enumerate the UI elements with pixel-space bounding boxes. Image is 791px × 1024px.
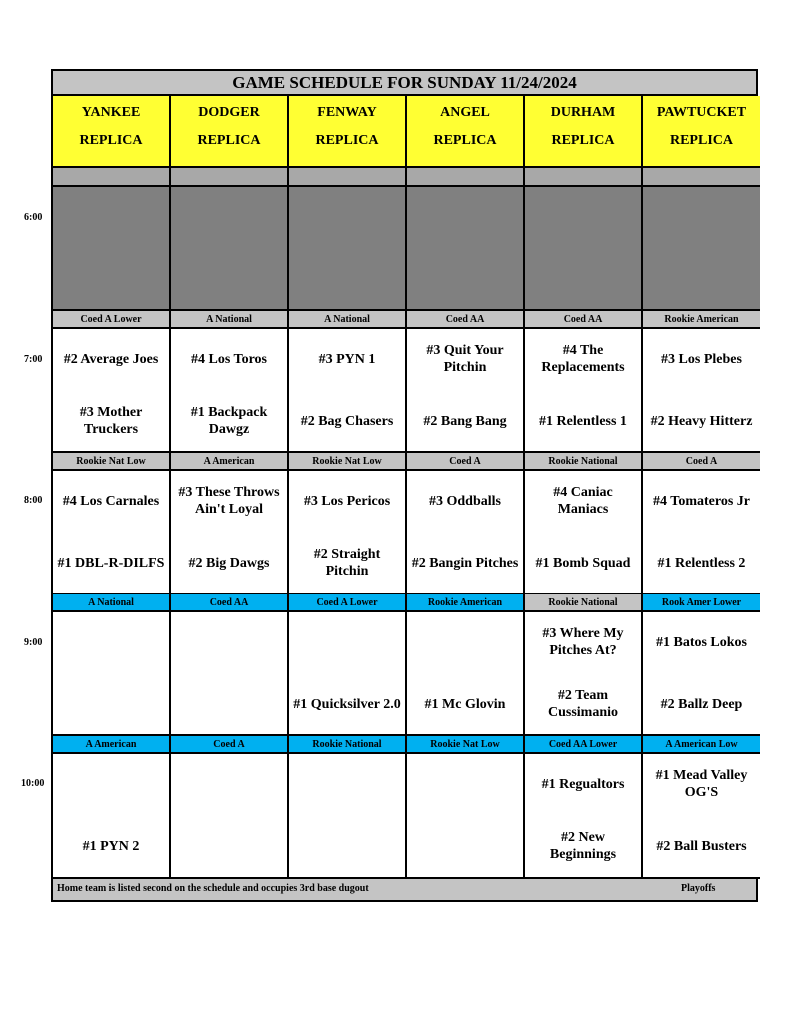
division-label: Rookie National xyxy=(289,736,407,754)
game-cell xyxy=(643,612,760,736)
blocked-slot-6pm xyxy=(53,187,171,311)
away-team xyxy=(291,620,403,664)
field-sub: REPLICA xyxy=(315,133,379,148)
away-team: #3 Quit Your Pitchin xyxy=(426,343,504,375)
division-label: Rookie American xyxy=(407,594,525,612)
game-cell xyxy=(53,329,171,453)
blocked-slot-6pm xyxy=(171,187,289,311)
game-cell xyxy=(407,329,525,453)
away-team xyxy=(55,762,167,806)
home-team: #2 Bag Chasers xyxy=(300,413,394,429)
field-header xyxy=(643,96,760,168)
footer-note: Home team is listed second on the schedule and occupies 3rd base dugout xyxy=(57,883,369,894)
blocked-slot-6pm xyxy=(643,187,760,311)
division-label: Rookie Nat Low xyxy=(53,453,171,471)
game-cell xyxy=(289,329,407,453)
field-sub: REPLICA xyxy=(79,133,143,148)
blocked-slot-6pm xyxy=(289,187,407,311)
game-cell xyxy=(643,329,760,453)
away-team: #1 Mead Valley OG'S xyxy=(655,768,748,800)
game-cell xyxy=(53,612,171,736)
game-cell xyxy=(53,471,171,595)
home-team xyxy=(173,824,285,868)
home-team: #1 Relentless 2 xyxy=(657,555,746,571)
game-cell xyxy=(407,612,525,736)
game-cell xyxy=(53,754,171,879)
game-cell xyxy=(289,612,407,736)
division-label: Coed AA xyxy=(171,594,289,612)
game-cell xyxy=(171,612,289,736)
away-team: #3 PYN 1 xyxy=(318,351,376,367)
away-team: #3 Where My Pitches At? xyxy=(542,626,624,658)
blocked-slot-6pm xyxy=(525,187,643,311)
division-label: Coed AA xyxy=(407,311,525,329)
blocked-slot-6pm xyxy=(407,187,525,311)
away-team xyxy=(173,620,285,664)
away-team xyxy=(55,620,167,664)
game-cell xyxy=(171,754,289,879)
away-team: #2 Average Joes xyxy=(63,351,159,367)
away-team: #1 Batos Lokos xyxy=(655,634,748,650)
division-label: Coed A xyxy=(407,453,525,471)
away-team: #4 Los Toros xyxy=(191,351,267,367)
playoffs-label: Playoffs xyxy=(681,883,716,894)
home-team: #1 Relentless 1 xyxy=(539,413,627,429)
game-cell xyxy=(171,329,289,453)
division-label: Rookie National xyxy=(525,594,643,612)
home-team: #2 Ballz Deep xyxy=(660,696,743,712)
division-label: A National xyxy=(289,311,407,329)
division-label: A National xyxy=(53,594,171,612)
game-cell xyxy=(407,754,525,879)
game-cell xyxy=(171,471,289,595)
home-team xyxy=(55,682,167,726)
field-sub: REPLICA xyxy=(433,133,497,148)
game-cell xyxy=(525,329,643,453)
home-team: #2 Heavy Hitterz xyxy=(650,413,753,429)
home-team: #2 Team Cussimanio xyxy=(547,688,619,720)
division-label: Rookie Nat Low xyxy=(289,453,407,471)
game-cell xyxy=(407,471,525,595)
time-label-7: 7:00 xyxy=(24,354,43,365)
home-team: #3 Mother Truckers xyxy=(79,405,143,437)
field-header xyxy=(53,96,171,168)
home-team: #1 Mc Glovin xyxy=(424,696,506,712)
field-header xyxy=(407,96,525,168)
field-thin-row xyxy=(525,168,643,187)
home-team: #1 PYN 2 xyxy=(82,838,140,854)
away-team: #4 Caniac Maniacs xyxy=(553,485,613,517)
field-name: ANGEL xyxy=(440,105,490,120)
game-cell xyxy=(643,754,760,879)
away-team xyxy=(409,762,521,806)
field-sub: REPLICA xyxy=(669,133,733,148)
away-team: #4 The Replacements xyxy=(541,343,625,375)
division-label: Coed A xyxy=(171,736,289,754)
time-label-8: 8:00 xyxy=(24,495,43,506)
field-header xyxy=(525,96,643,168)
home-team: #2 New Beginnings xyxy=(549,830,617,862)
division-label: Rookie American xyxy=(643,311,760,329)
home-team: #2 Straight Pitchin xyxy=(313,547,381,579)
division-label: Coed A Lower xyxy=(53,311,171,329)
away-team xyxy=(173,762,285,806)
game-cell xyxy=(525,471,643,595)
field-thin-row xyxy=(407,168,525,187)
home-team: #1 Bomb Squad xyxy=(535,555,631,571)
home-team: #1 Backpack Dawgz xyxy=(190,405,268,437)
field-thin-row xyxy=(53,168,171,187)
home-team xyxy=(409,824,521,868)
home-team: #2 Big Dawgs xyxy=(188,555,270,571)
away-team: #4 Tomateros Jr xyxy=(653,493,750,509)
field-thin-row xyxy=(289,168,407,187)
away-team xyxy=(409,620,521,664)
division-label: Coed AA xyxy=(525,311,643,329)
home-team: #1 DBL-R-DILFS xyxy=(57,555,165,571)
game-cell xyxy=(643,471,760,595)
field-thin-row xyxy=(171,168,289,187)
away-team: #3 Los Plebes xyxy=(661,351,742,367)
footer-bar xyxy=(53,879,756,900)
away-team: #3 Los Pericos xyxy=(303,493,391,509)
field-sub: REPLICA xyxy=(197,133,261,148)
time-label-10: 10:00 xyxy=(21,778,45,789)
division-label: A National xyxy=(171,311,289,329)
home-team: #2 Bangin Pitches xyxy=(411,555,519,571)
home-team xyxy=(173,682,285,726)
home-team xyxy=(291,824,403,868)
division-label: Rookie National xyxy=(525,453,643,471)
field-name: PAWTUCKET xyxy=(656,105,747,120)
field-name: DODGER xyxy=(198,105,260,120)
field-thin-row xyxy=(643,168,760,187)
home-team: #2 Ball Busters xyxy=(656,838,747,854)
time-label-6: 6:00 xyxy=(24,212,43,223)
page-title: GAME SCHEDULE FOR SUNDAY 11/24/2024 xyxy=(53,71,756,96)
field-name: DURHAM xyxy=(550,105,616,120)
game-cell xyxy=(525,754,643,879)
division-label: A American Low xyxy=(643,736,760,754)
field-header xyxy=(289,96,407,168)
division-label: Rook Amer Lower xyxy=(643,594,760,612)
time-label-9: 9:00 xyxy=(24,637,43,648)
away-team: #3 These Throws Ain't Loyal xyxy=(178,485,280,517)
game-cell xyxy=(289,471,407,595)
away-team xyxy=(291,762,403,806)
division-label: Coed AA Lower xyxy=(525,736,643,754)
away-team: #3 Oddballs xyxy=(429,493,501,509)
field-header xyxy=(171,96,289,168)
home-team: #1 Quicksilver 2.0 xyxy=(293,696,401,712)
division-label: Rookie Nat Low xyxy=(407,736,525,754)
home-team: #2 Bang Bang xyxy=(423,413,507,429)
field-name: FENWAY xyxy=(317,105,377,120)
division-label: A American xyxy=(171,453,289,471)
division-label: Coed A Lower xyxy=(289,594,407,612)
away-team: #1 Regualtors xyxy=(541,776,625,792)
game-cell xyxy=(289,754,407,879)
division-label: Coed A xyxy=(643,453,760,471)
field-sub: REPLICA xyxy=(551,133,615,148)
field-name: YANKEE xyxy=(81,105,141,120)
schedule-sheet xyxy=(51,69,758,902)
game-cell xyxy=(525,612,643,736)
division-label: A American xyxy=(53,736,171,754)
away-team: #4 Los Carnales xyxy=(62,493,160,509)
